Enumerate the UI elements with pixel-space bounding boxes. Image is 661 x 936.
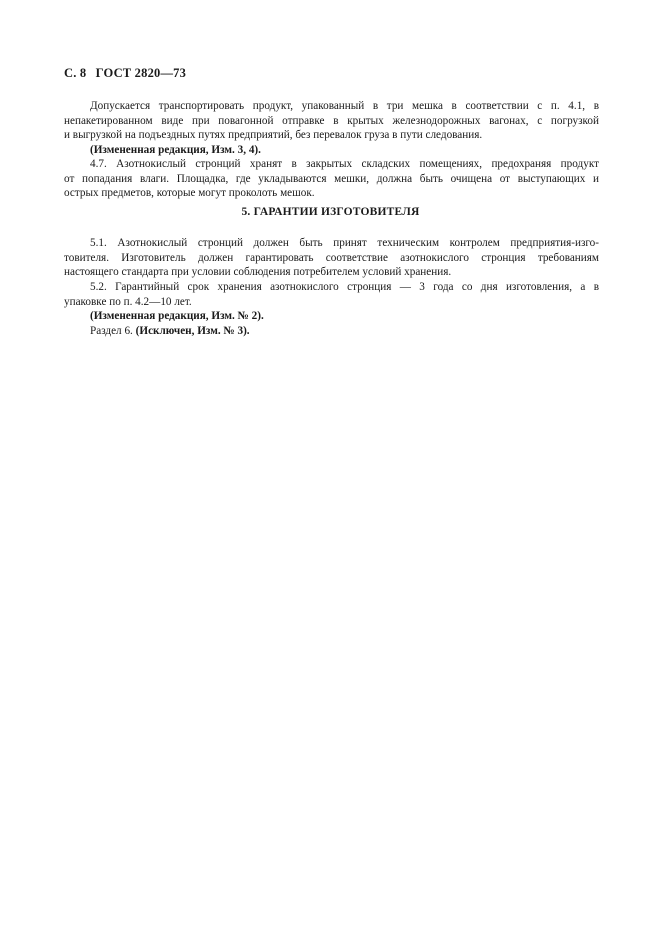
section-6-note xyxy=(64,324,599,339)
text-line: острых предметов, которые могут проколоть мешок. xyxy=(64,187,315,200)
text-line: 5.1. Азотнокислый стронций должен быть принят техническим контролем предприятия-изго- xyxy=(90,237,599,249)
text-line: 4.7. Азотнокислый стронций хранят в закрытых складских помещениях, предохраняя продукт xyxy=(90,158,599,170)
amendment-note: (Измененная редакция, Изм. № 2). xyxy=(90,310,264,323)
text-line: 5.2. Гарантийный срок хранения азотнокислого стронция — 3 года со дня изготовления, а в xyxy=(90,281,599,293)
amendment-note: (Исключен, Изм. № 3). xyxy=(135,325,250,337)
text-line: и выгрузкой на подъездных путях предприятий, без перевалок груза в пути следования. xyxy=(64,129,483,142)
paragraph-4-7 xyxy=(64,157,599,201)
text-line: Допускается транспортировать продукт, упакованный в три мешка в соответствии с п. 4.1, в xyxy=(90,100,599,112)
page-header xyxy=(64,66,186,81)
paragraph-5-1 xyxy=(64,236,599,280)
text-line: товителя. Изготовитель должен гарантировать соответствие азотнокислого стронция требованиям xyxy=(64,251,599,264)
text-line: настоящего стандарта при условии соблюдения потребителем условий хранения. xyxy=(64,266,452,279)
text-line: от попадания влаги. Площадка, где укладываются мешки, должна быть очищена от выступающих и xyxy=(64,172,599,185)
text-line: непакетированном виде при повагонной отправке в крытых железнодорожных вагонах, с погрузкой xyxy=(64,114,599,127)
section-6-line xyxy=(64,324,599,339)
paragraph-transport xyxy=(64,99,599,157)
paragraph-5-2 xyxy=(64,280,599,324)
amendment-note: (Измененная редакция, Изм. 3, 4). xyxy=(90,143,261,156)
section-title: 5. ГАРАНТИИ ИЗГОТОВИТЕЛЯ xyxy=(241,206,420,218)
text-line: упаковке по п. 4.2—10 лет. xyxy=(64,295,192,308)
page-number: С. 8 xyxy=(64,66,87,80)
standard-code: ГОСТ 2820—73 xyxy=(95,66,187,80)
section-6-prefix: Раздел 6. xyxy=(90,325,133,337)
